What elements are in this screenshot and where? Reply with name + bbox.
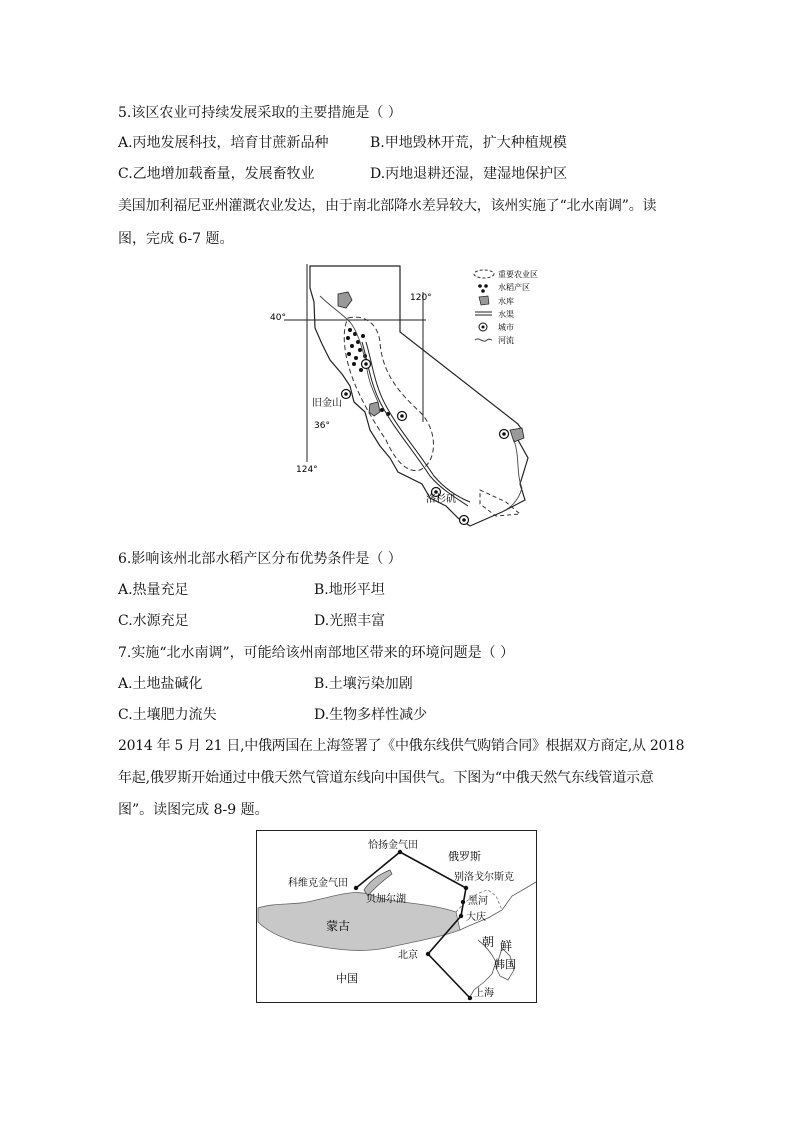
blago-marker [464, 886, 468, 890]
q7-option-c: C.土壤肥力流失 [118, 707, 217, 723]
california-map [270, 262, 560, 534]
shanghai-marker [468, 996, 472, 1000]
q5-option-b: B.甲地毁林开荒，扩大种植规模 [370, 135, 567, 151]
q5-option-a: A.丙地发展科技，培育甘蔗新品种 [118, 135, 329, 151]
label-lon-124: 124° [296, 465, 318, 475]
label-lon-120: 120° [410, 293, 432, 303]
legend-river-symbol [475, 339, 492, 341]
q6-option-c: C.水源充足 [118, 613, 189, 629]
intro-pipeline-line3: 图”。读图完成 8-9 题。 [118, 802, 269, 818]
beijing-marker [426, 952, 430, 956]
legend-rice-symbol [478, 284, 488, 293]
q6-option-a: A.热量充足 [118, 582, 189, 598]
label-lat-36: 36° [314, 421, 330, 431]
question-7-stem: 7.实施“北水南调”，可能给该州南部地区带来的环境问题是（ ） [118, 645, 515, 661]
intro-pipeline-line1: 2014 年 5 月 21 日,中俄两国在上海签署了《中俄东线供气购销合同》根据双方商定,从 2018 [118, 738, 685, 754]
label-heihe: 黑河 [468, 896, 488, 907]
kovykta-marker [354, 886, 358, 890]
intro-pipeline-line2: 年起,俄罗斯开始通过中俄天然气管道东线向中国供气。下图为“中俄天然气东线管道示意 [118, 770, 654, 786]
q7-option-b: B.土壤污染加剧 [314, 676, 413, 692]
q5-option-d: D.丙地退耕还湿，建湿地保护区 [370, 166, 568, 182]
legend-rice-label: 水稻产区 [498, 283, 530, 292]
daqing-marker [459, 914, 463, 918]
label-china: 中国 [336, 972, 358, 985]
legend-river-label: 河流 [498, 336, 514, 345]
legend-reservoir-label: 水库 [498, 297, 514, 306]
label-north-korea-2: 鲜 [500, 939, 513, 953]
label-los-angeles: 洛杉矶 [426, 494, 456, 505]
label-korea: 韩国 [494, 958, 516, 971]
aqueduct-inner [366, 342, 470, 502]
q6-option-d: D.光照丰富 [314, 613, 386, 629]
label-russia: 俄罗斯 [448, 850, 481, 863]
aqueduct [362, 342, 468, 506]
label-lat-40: 40° [270, 313, 286, 323]
label-blago: 别洛戈尔斯克 [454, 872, 514, 883]
legend-city-label: 城市 [498, 323, 514, 332]
map-legend [474, 269, 538, 345]
label-shanghai: 上海 [474, 988, 494, 999]
pipeline-map [256, 830, 538, 1004]
q7-option-a: A.土地盐碱化 [118, 676, 203, 692]
label-baikal: 贝加尔湖 [366, 894, 406, 905]
legend-agri-label: 重要农业区 [498, 270, 538, 279]
label-mongolia: 蒙古 [326, 919, 351, 933]
legend-agri-symbol [474, 270, 494, 278]
question-5-stem: 5.该区农业可持续发展采取的主要措施是（ ） [118, 105, 402, 121]
label-san-francisco: 旧金山 [312, 398, 342, 409]
label-chayanda: 恰扬金气田 [368, 840, 418, 851]
river-colorado [502, 440, 522, 512]
river-sacramento [320, 296, 378, 402]
reservoir-3 [510, 428, 524, 442]
q7-option-d: D.生物多样性减少 [314, 707, 428, 723]
label-kovykta: 科维克金气田 [288, 878, 348, 889]
q6-option-b: B.地形平坦 [314, 582, 385, 598]
question-6-stem: 6.影响该州北部水稻产区分布优势条件是（ ） [118, 551, 402, 567]
heihe-marker [461, 900, 465, 904]
q5-option-c: C.乙地增加载畜量，发展畜牧业 [118, 166, 315, 182]
legend-reservoir-symbol [479, 296, 489, 305]
legend-aqueduct-label: 水渠 [498, 310, 514, 319]
intro-california-line1: 美国加利福尼亚州灌溉农业发达，由于南北部降水差异较大，该州实施了“北水南调”。读 [118, 198, 657, 214]
reservoir-2 [369, 402, 380, 416]
label-daqing: 大庆 [466, 912, 486, 923]
intro-california-line2: 图，完成 6-7 题。 [118, 231, 234, 247]
label-beijing: 北京 [398, 950, 418, 961]
reservoir-1 [338, 292, 352, 308]
label-north-korea-1: 朝 [482, 935, 495, 949]
city-markers [342, 360, 509, 525]
